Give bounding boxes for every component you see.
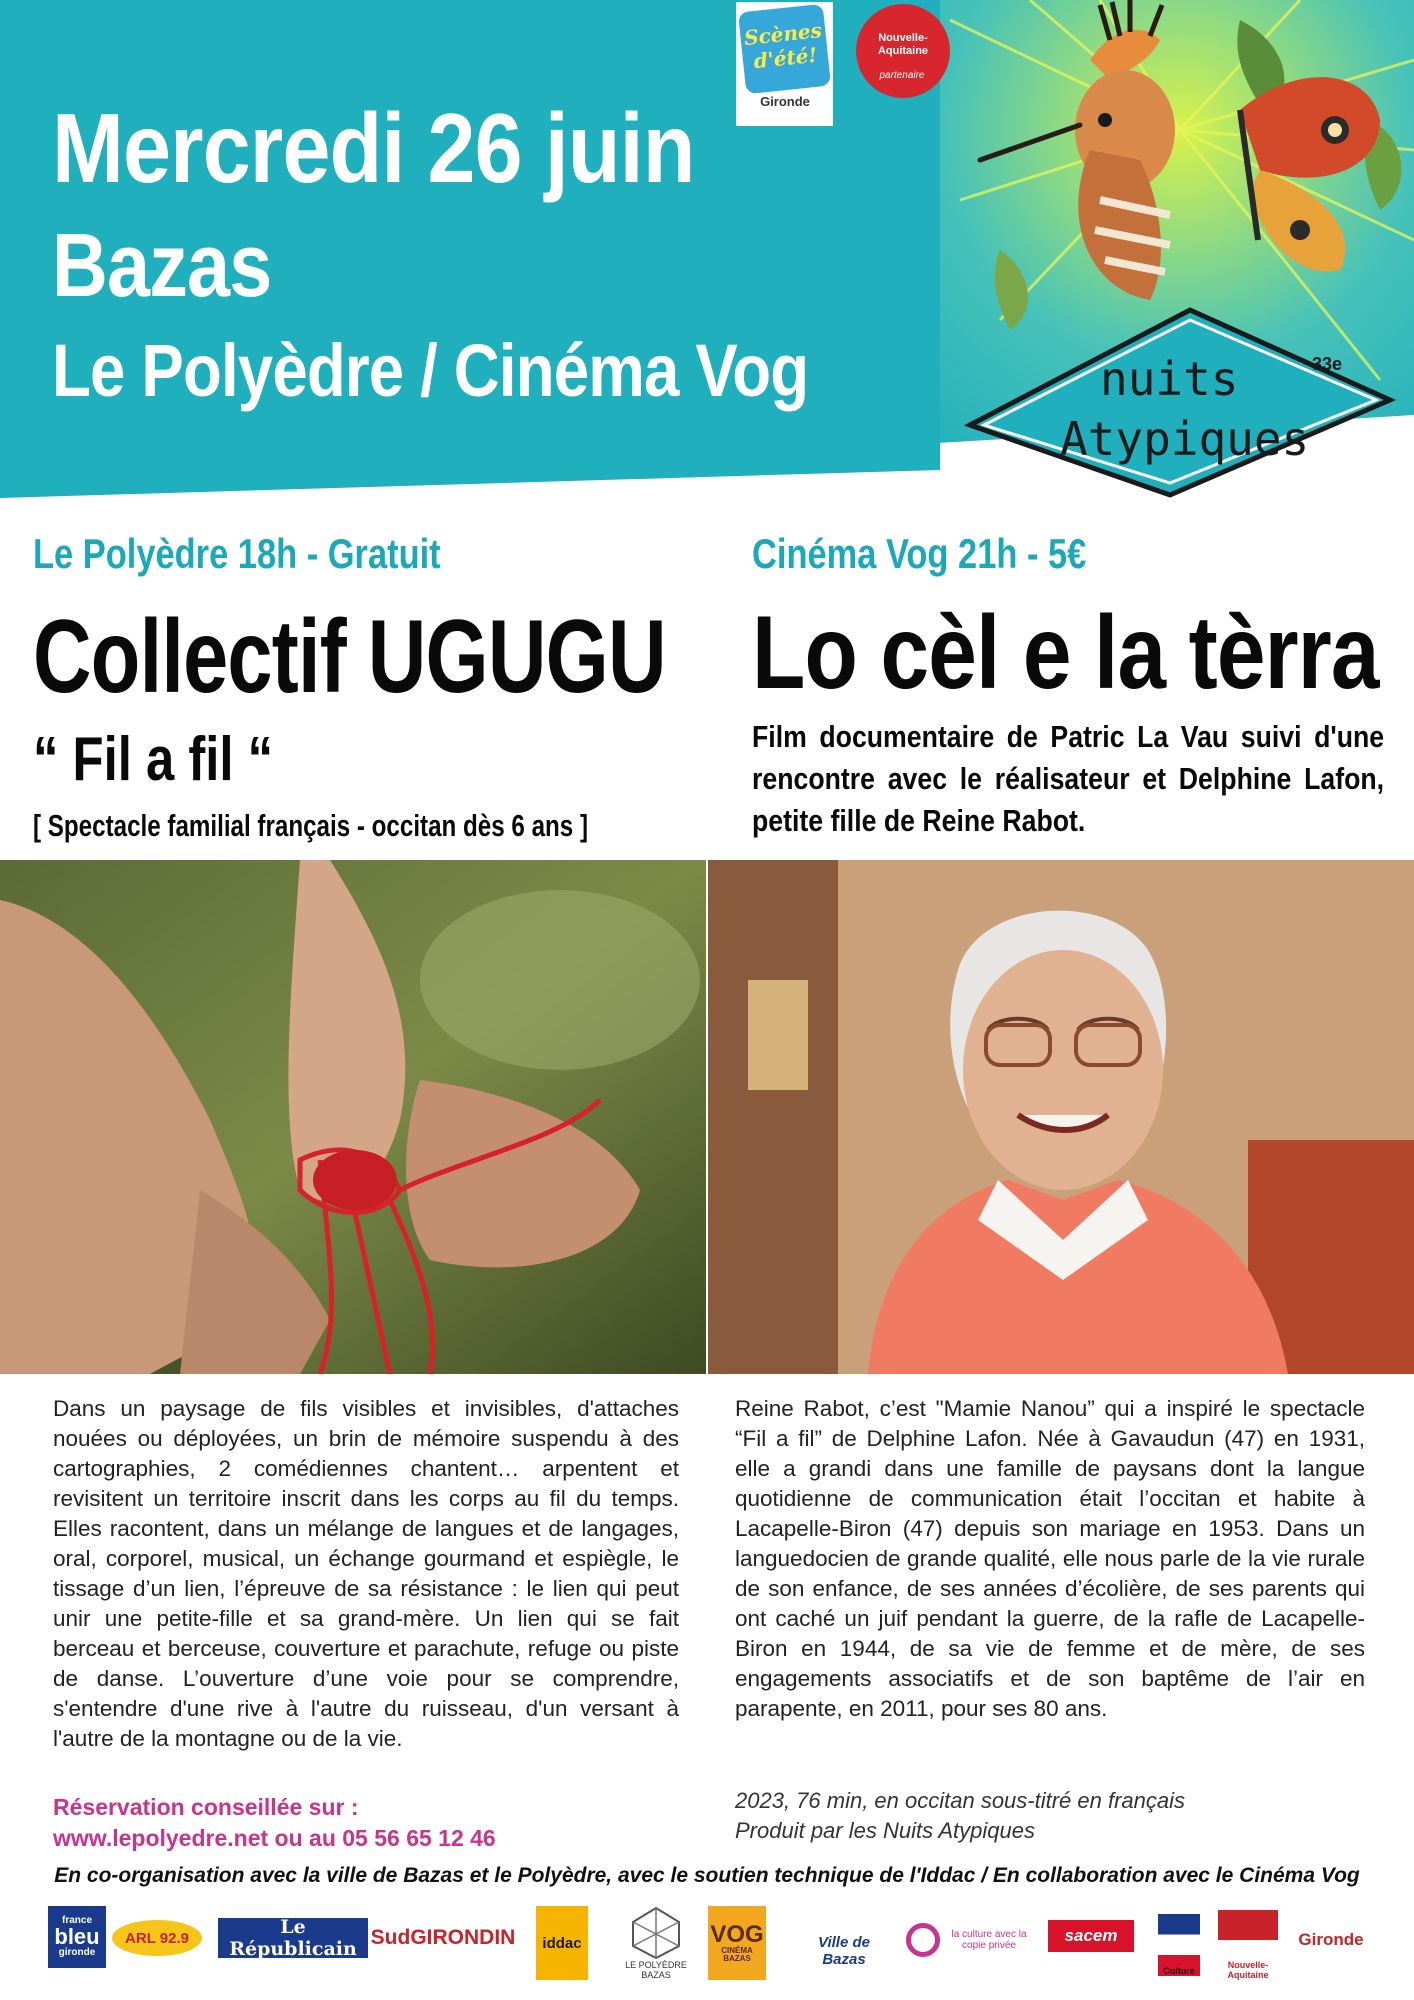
le-republicain-logo: Le Républicain — [218, 1918, 368, 1958]
butterfly-icon — [1240, 77, 1380, 271]
left-event-subtitle: Le Polyèdre 18h - Gratuit — [33, 530, 441, 577]
copie-privee-logo: la culture avec la copie privée — [906, 1920, 1032, 1960]
gironde-logo: Gironde — [1298, 1930, 1364, 1949]
coorganisation-note: En co-organisation avec la ville de Bazas et le Polyèdre, avec le soutien technique de l'Iddac / En collaboration avec le Cinéma Vog — [54, 1864, 1360, 1887]
gironde-mini-label: Gironde — [760, 94, 810, 109]
iddac-logo: iddac — [536, 1906, 588, 1980]
nouvelle-aquitaine-logo: Nouvelle- Aquitaine — [856, 4, 950, 98]
left-event-category: [ Spectacle familial français - occitan dès 6 ans ] — [33, 808, 589, 843]
edition-label: 33e — [1312, 354, 1343, 374]
right-event-subtitle: Cinéma Vog 21h - 5€ — [752, 530, 1087, 577]
nuits-atypiques-logo — [960, 290, 1400, 500]
atypiques-word: Atypiques — [1060, 412, 1310, 466]
france-bleu-logo: france bleu gironde — [48, 1906, 106, 1968]
vog-cinema-logo: VOG CINÉMA BAZAS — [708, 1906, 766, 1980]
nuits-word: nuits — [1100, 352, 1239, 406]
partner-logos-strip — [0, 1900, 1414, 2000]
hoopoe-bird-icon — [980, 0, 1175, 300]
reservation-contact: www.lepolyedre.net ou au 05 56 65 12 46 — [53, 1825, 496, 1851]
sud-girondin-logo: SudGIRONDIN — [370, 1926, 516, 1949]
left-event-title: Collectif UGUGU — [33, 599, 666, 715]
partenaire-label: partenaire — [879, 70, 925, 81]
hands-red-thread-photo — [0, 860, 706, 1374]
left-event-quote: “ Fil a fil “ — [33, 725, 274, 794]
polyedre-logo: LE POLYÈDRE BAZAS — [610, 1902, 702, 1984]
event-city: Bazas — [52, 216, 272, 316]
arl-radio-logo: ARL 92.9 — [112, 1920, 202, 1956]
polyhedron-icon — [629, 1906, 683, 1960]
film-info — [735, 1786, 1185, 1846]
header-banner — [0, 0, 1414, 520]
nouvelle-aquitaine-footer-logo: Nouvelle-Aquitaine — [1218, 1910, 1278, 1980]
film-producer: Produit par les Nuits Atypiques — [735, 1818, 1035, 1843]
right-event-title: Lo cèl e la tèrra — [752, 595, 1379, 711]
sacem-logo: sacem — [1048, 1920, 1134, 1952]
event-date: Mercredi 26 juin — [52, 93, 695, 203]
leaf-decoration — [995, 20, 1402, 330]
reservation-info — [53, 1792, 496, 1854]
left-event-description: Dans un paysage de fils visibles et invisibles, d'attaches nouées ou déployées, un brin de mémoire suspendu à des cartographies, 2 comédiennes chantent… arpentent et revisitent un territoire inscrit dans les corps au fil du temps. Elles racontent, dans un mélange de langues et de langages, oral, corporel, musical, un échange gourmand et espiègle, le tissage d’un lien, l’épreuve de sa résistance : le lien qui peut unir une petite-fille et sa grand-mère. Un lien qui se fait berceau et berceuse, couverture et parachute, refuge ou piste de danse. L’ouverture d’une voie pour se comprendre, s'entendre d'une rive à l'autre du ruisseau, d'un versant à l'autre de la montagne ou de la vie. — [53, 1396, 679, 1751]
reine-rabot-portrait-photo — [708, 860, 1414, 1374]
ministere-culture-logo: Culture — [1158, 1914, 1200, 1976]
copie-privee-icon — [906, 1923, 940, 1957]
ville-de-bazas-logo: Ville de Bazas — [818, 1934, 870, 1968]
film-details: 2023, 76 min, en occitan sous-titré en français — [735, 1788, 1186, 1813]
event-venue: Le Polyèdre / Cinéma Vog — [52, 329, 809, 412]
reservation-label: Réservation conseillée sur : — [53, 1794, 359, 1820]
right-film-description: Film documentaire de Patric La Vau suivi d'une rencontre avec le réalisateur et Delphine Lafon, petite fille de Reine Rabot. — [752, 719, 1385, 838]
right-event-description: Reine Rabot, c’est "Mamie Nanou” qui a inspiré le spectacle “Fil a fil” de Delphine Lafon. Née à Gavaudun (47) en 1931, elle a grandi dans une famille de paysans dont la langue quotidienne de communication était l’occitan et habite à Lacapelle-Biron (47) depuis son mariage en 1953. Dans un languedocien de grande qualité, elle nous parle de la vie rurale de son enfance, de ses années d’écolière, de ses parents qui ont caché un juif pendant la guerre, de la rafle de Lacapelle-Biron en 1944, de sa vie de femme et de mère, de ses engagements associatifs et de son baptême de l’air en parapente, en 2011, pour ses 80 ans. — [735, 1396, 1365, 1721]
scenes-dete-logo: Scènes d'été! Gironde — [736, 2, 833, 126]
